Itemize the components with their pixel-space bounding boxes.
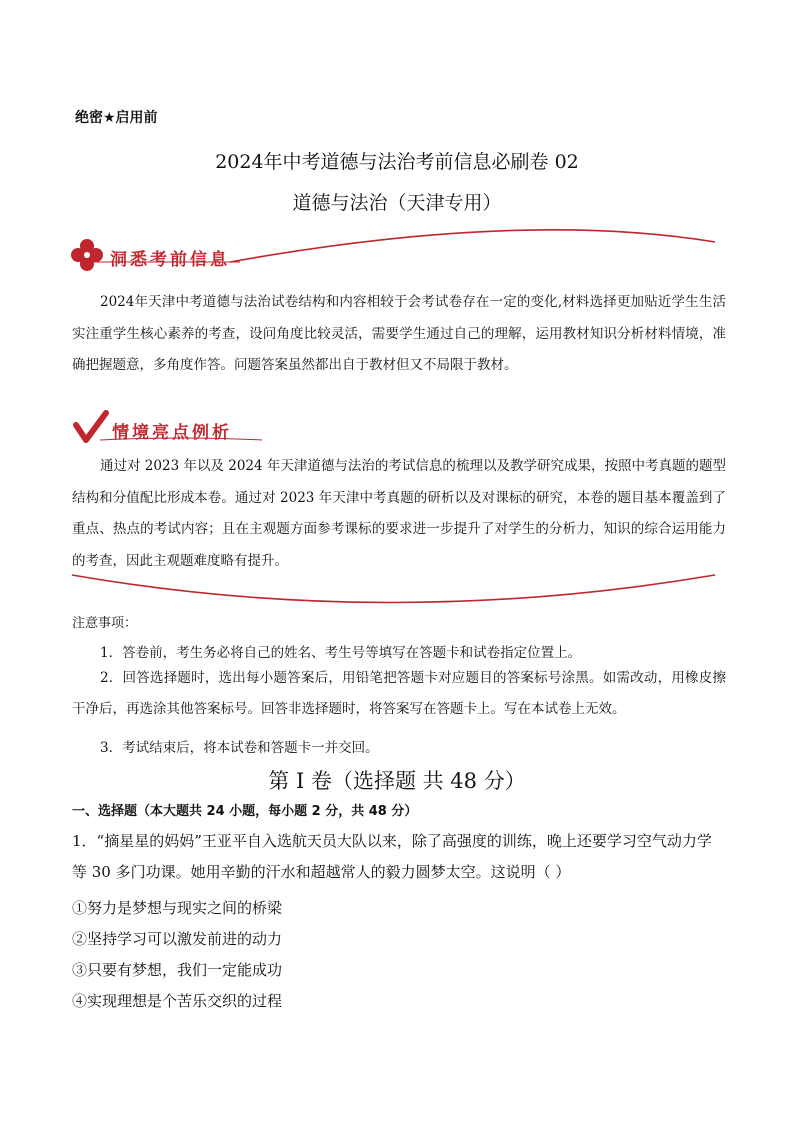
question-1-option-4: ④实现理想是个苦乐交织的过程 [72, 992, 283, 1010]
question-1-option-1: ①努力是梦想与现实之间的桥梁 [72, 899, 283, 917]
volume-title: 第 I 卷（选择题 共 48 分） [268, 769, 526, 793]
section-heading: 一、选择题（本大题共 24 小题，每小题 2 分，共 48 分） [72, 804, 418, 819]
highlight-banner-title: 情境亮点例析 [112, 423, 232, 443]
notes-heading: 注意事项： [72, 616, 138, 631]
checkmark-icon [76, 413, 106, 440]
highlight-paragraph-text: 通过对 2023 年以及 2024 年天津道德与法治的考试信息的梳理以及教学研究成果，按照中考真题的题型结构和分值配比形成本卷。通过对 2023 年天津中考真题的研析以及对课标的研究，本卷的题目基本覆盖到了重点、热点的考试内容；且在主观题方面参考课标的要求进一步提升了对学生的分析力，知识的综合运用能力的考查，因此主观题难度略有提升。 [72, 458, 726, 569]
note-item-1: 1．答卷前，考生务必将自己的姓名、考生号等填写在答题卡和试卷指定位置上。 [100, 645, 582, 661]
confidential-label: 绝密★启用前 [75, 110, 158, 126]
frame-top-arc [230, 230, 715, 262]
info-paragraph [72, 287, 726, 382]
note-item-2: 2．回答选择题时，选出每小题答案后，用铅笔把答题卡对应题目的答案标号涂黑。如需改动，用橡皮擦干净后，再选涂其他答案标号。回答非选择题时，将答案写在答题卡上。写在本试卷上无效。 [72, 670, 726, 717]
clover-icon [71, 239, 103, 271]
info-paragraph-text: 2024年天津中考道德与法治试卷结构和内容相较于会考试卷存在一定的变化,材料选择更加贴近学生生活实注重学生核心素养的考查，设问角度比较灵活，需要学生通过自己的理解，运用教材知识分析材料情境，准确把握题意，多角度作答。问题答案虽然都出自于教材但又不局限于教材。 [72, 294, 726, 373]
question-1-option-3: ③只要有梦想，我们一定能成功 [72, 961, 283, 979]
question-1-stem: 1．“摘星星的妈妈”王亚平自入选航天员大队以来，除了高强度的训练，晚上还要学习空气动力学等 30 多门功课。她用辛勤的汗水和超越常人的毅力圆梦太空。这说明（ ） [72, 832, 712, 881]
question-1-option-2: ②坚持学习可以激发前进的动力 [72, 930, 283, 948]
frame-bottom-arc [72, 575, 715, 603]
paper-subtitle: 道德与法治（天津专用） [292, 192, 502, 214]
highlight-paragraph [72, 451, 726, 577]
paper-title: 2024年中考道德与法治考前信息必刷卷 02 [215, 151, 579, 173]
note-item-2-wrap [72, 663, 726, 725]
info-banner-title: 洞悉考前信息 [110, 250, 230, 270]
note-item-3: 3．考试结束后，将本试卷和答题卡一并交回。 [100, 740, 379, 756]
